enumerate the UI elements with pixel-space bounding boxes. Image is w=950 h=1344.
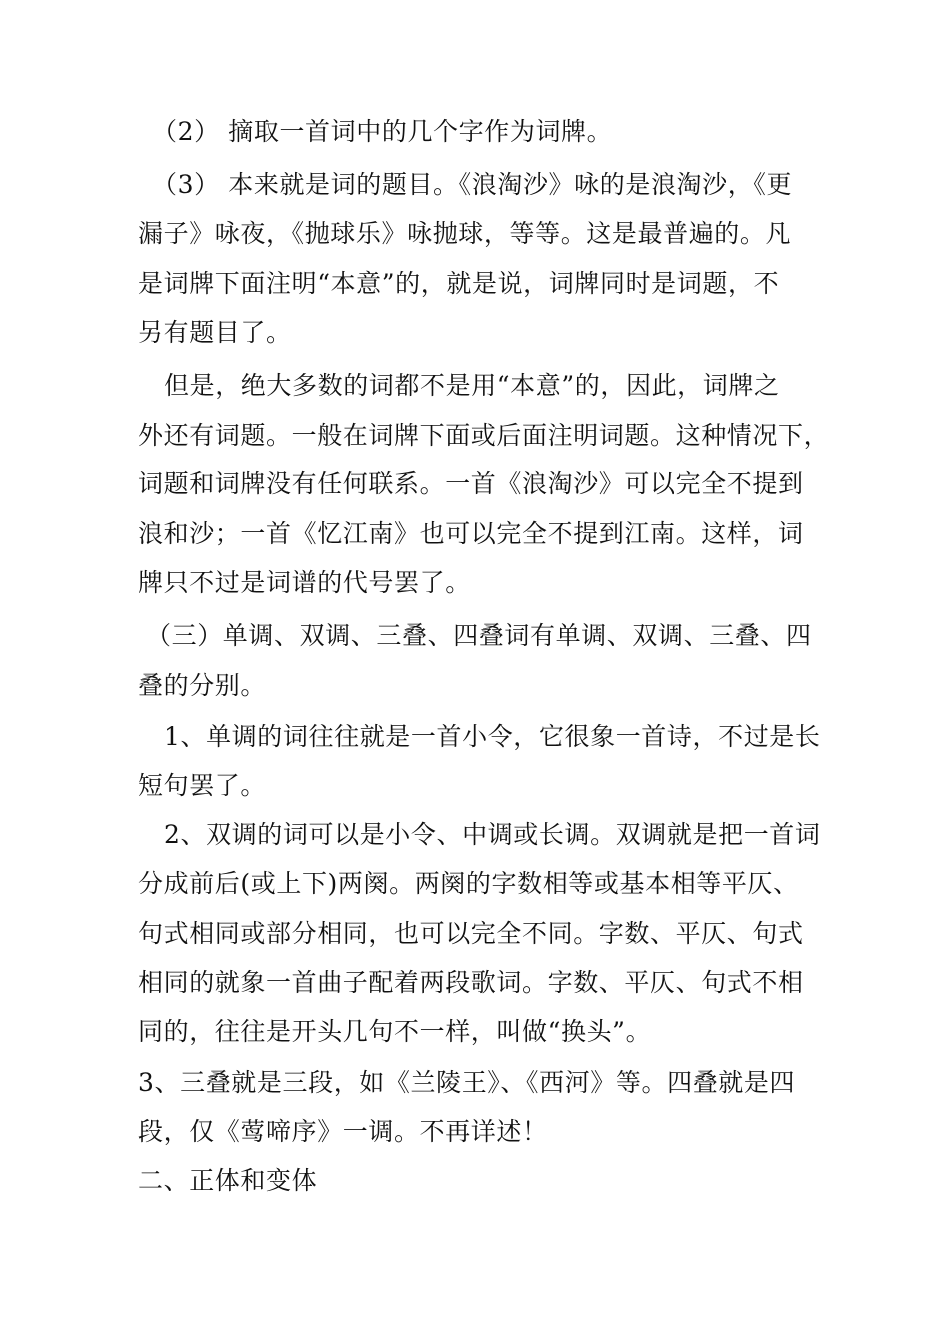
text-line: 牌只不过是词谱的代号罢了。 bbox=[138, 568, 471, 597]
text-line: 另有题目了。 bbox=[138, 318, 292, 347]
text-line: 段，仅《莺啼序》一调。不再详述！ bbox=[138, 1117, 548, 1146]
text-line: 词题和词牌没有任何联系。一首《浪淘沙》可以完全不提到 bbox=[138, 469, 804, 498]
text-line: 是词牌下面注明“本意”的，就是说，词牌同时是词题，不 bbox=[138, 269, 780, 298]
text-line: 叠的分别。 bbox=[138, 671, 267, 700]
text-line: 但是，绝大多数的词都不是用“本意”的，因此，词牌之 bbox=[164, 371, 780, 400]
text-line: 漏子》咏夜，《抛球乐》咏抛球，等等。这是最普遍的。凡 bbox=[138, 219, 792, 248]
text-line: 同的，往往是开头几句不一样，叫做“换头”。 bbox=[138, 1017, 652, 1046]
text-line: 3、三叠就是三段，如《兰陵王》、《西河》等。四叠就是四 bbox=[138, 1068, 796, 1097]
text-line: （3） 本来就是词的题目。《浪淘沙》咏的是浪淘沙，《更 bbox=[152, 170, 793, 199]
text-line: （三）单调、双调、三叠、四叠词有单调、双调、三叠、四 bbox=[146, 621, 812, 650]
text-line: 浪和沙；一首《忆江南》也可以完全不提到江南。这样，词 bbox=[138, 519, 804, 548]
text-line: 句式相同或部分相同，也可以完全不同。字数、平仄、句式 bbox=[138, 919, 804, 948]
text-line: 相同的就象一首曲子配着两段歌词。字数、平仄、句式不相 bbox=[138, 968, 804, 997]
text-line: 分成前后(或上下)两阕。两阕的字数相等或基本相等平仄、 bbox=[138, 869, 799, 898]
text-line: （2） 摘取一首词中的几个字作为词牌。 bbox=[152, 117, 613, 146]
text-line: 1、单调的词往往就是一首小令，它很象一首诗，不过是长 bbox=[164, 722, 821, 751]
text-line: 二、正体和变体 bbox=[138, 1166, 318, 1195]
text-line: 外还有词题。一般在词牌下面或后面注明词题。这种情况下， bbox=[138, 421, 830, 450]
text-line: 2、双调的词可以是小令、中调或长调。双调就是把一首词 bbox=[164, 820, 821, 849]
text-line: 短句罢了。 bbox=[138, 771, 267, 800]
